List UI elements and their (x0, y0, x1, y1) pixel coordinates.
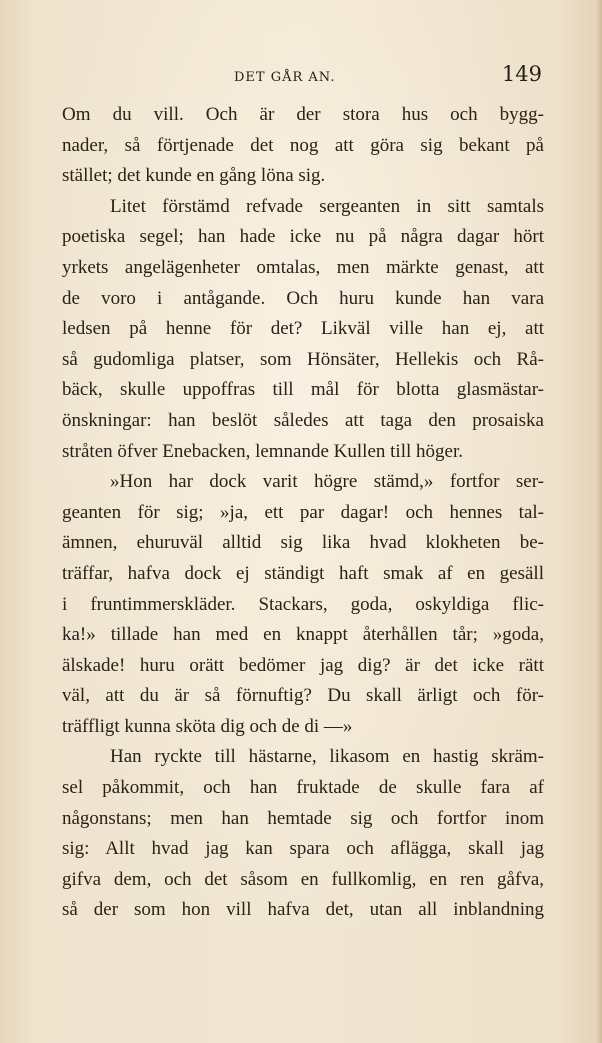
text-line: i fruntimmerskläder. Stackars, goda, oskyldiga flic- (62, 593, 544, 615)
text-line: sig: Allt hvad jag kan spara och aflägga, skall jag (62, 838, 544, 860)
text-line: så der som hon vill hafva det, utan all inblandning (62, 899, 544, 921)
text-line: nader, så förtjenade det nog att göra sig bekant på (62, 134, 544, 156)
text-line: »Hon har dock varit högre stämd,» fortfor ser- (110, 471, 544, 493)
running-title: DET GÅR AN. (234, 70, 336, 85)
text-line: de voro i antågande. Och huru kunde han vara (62, 287, 544, 309)
text-line: ka!» tillade han med en knappt återhållen tår; »goda, (62, 624, 544, 646)
text-line: ledsen på henne för det? Likväl ville han ej, att (62, 318, 544, 340)
text-line: så gudomliga platser, som Hönsäter, Hellekis och Rå- (62, 348, 544, 370)
text-line: träffar, hafva dock ej ständigt haft smak af en gesäll (62, 562, 544, 584)
text-line: stråten öfver Enebacken, lemnande Kullen till höger. (62, 440, 463, 462)
text-line: poetiska segel; han hade icke nu på några dagar hört (62, 226, 544, 248)
text-line: sel påkommit, och han fruktade de skulle fara af (62, 777, 544, 799)
text-line: någonstans; men han hemtade sig och fortfor inom (62, 807, 544, 829)
text-line: gifva dem, och det såsom en fullkomlig, en ren gåfva, (62, 868, 544, 890)
text-line: ämnen, ehuruväl alltid sig lika hvad klokheten be- (62, 532, 544, 554)
text-line: Om du vill. Och är der stora hus och bygg- (62, 104, 544, 125)
text-line: Litet förstämd refvade sergeanten in sitt samtals (110, 195, 544, 217)
text-line: väl, att du är så förnuftig? Du skall ärligt och för- (62, 685, 544, 707)
page-number: 149 (501, 62, 542, 86)
text-line: stället; det kunde en gång löna sig. (62, 165, 326, 187)
text-line: älskade! huru orätt bedömer jag dig? är det icke rätt (62, 654, 544, 676)
text-line: träffligt kunna sköta dig och de di —» (62, 715, 353, 737)
text-line: Han ryckte till hästarne, likasom en hastig skräm- (110, 746, 544, 768)
text-line: geanten för sig; »ja, ett par dagar! och hennes tal- (62, 501, 544, 523)
text-line: yrkets angelägenheter omtalas, men märkte genast, att (62, 256, 544, 278)
page-edge (595, 0, 602, 1043)
running-head (72, 62, 542, 92)
text-line: bäck, skulle uppoffras till mål för blotta glasmästar- (62, 379, 544, 401)
text-line: önskningar: han beslöt således att taga den prosaiska (62, 409, 544, 431)
body-text (62, 100, 544, 926)
